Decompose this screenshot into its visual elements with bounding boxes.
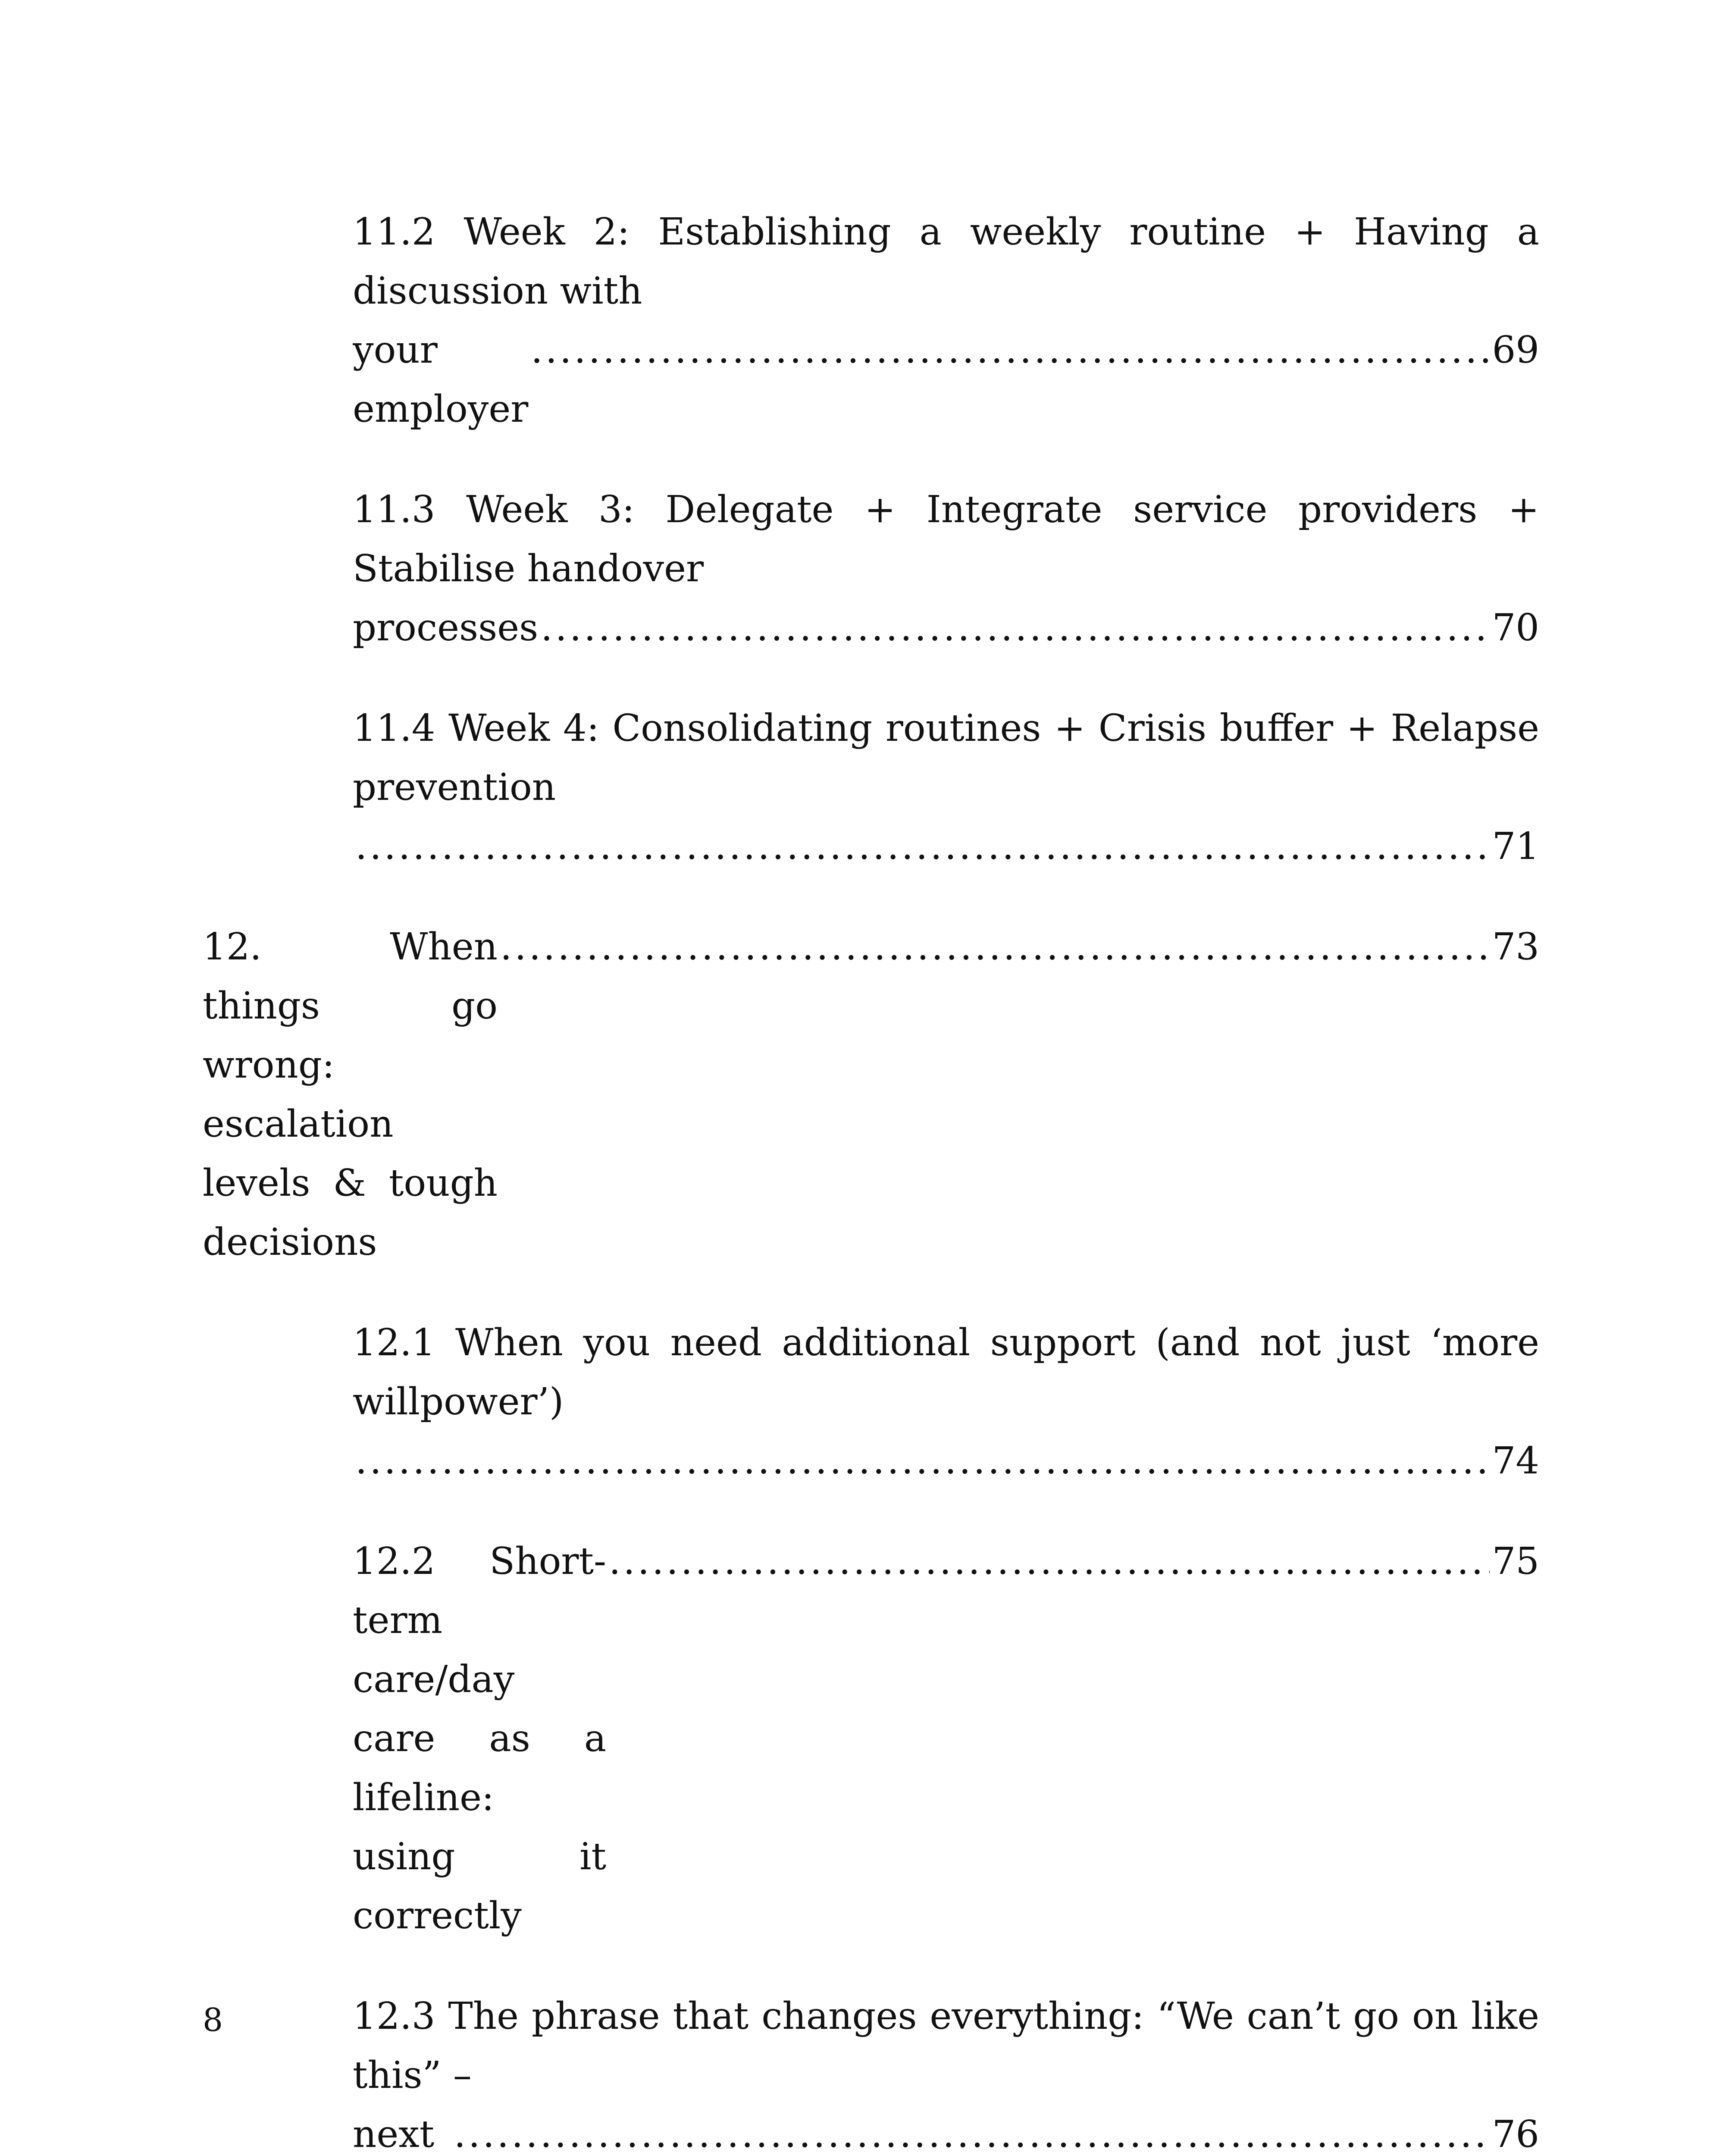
dot-leader [531, 321, 1489, 380]
toc-page-number: 73 [1492, 925, 1539, 968]
toc-entry-title: 12.2 Short-term care/day care as a lifeline: using it correctly [353, 1540, 607, 1937]
toc-page-number: 71 [1492, 825, 1539, 868]
dot-leader [454, 2105, 1490, 2156]
dot-leader [541, 599, 1489, 658]
dot-leader [500, 918, 1490, 977]
dot-leader [355, 1432, 1490, 1491]
toc-entry-title: 11.2 Week 2: Establishing a weekly routine + Having a discussion with [353, 210, 1539, 313]
toc-entry-title: 11.3 Week 3: Delegate + Integrate service providers + Stabilise handover [353, 488, 1539, 590]
toc-page-number: 69 [1492, 329, 1539, 372]
toc-page-number: 75 [1492, 1540, 1539, 1583]
toc-entry-11-2[interactable] [353, 203, 1539, 439]
toc-page-number: 74 [1492, 1439, 1539, 1482]
toc-entry-11-3[interactable] [353, 480, 1539, 658]
toc-entry-title-cont: processes [353, 606, 539, 649]
toc-entry-12[interactable] [203, 918, 1539, 1272]
toc-entry-12-1[interactable] [353, 1313, 1539, 1491]
toc-entry-title: 12. When things go wrong: escalation levels & tough decisions [203, 925, 498, 1264]
table-of-contents [0, 203, 1732, 2156]
page-number: 8 [203, 2002, 223, 2039]
toc-entry-11-4[interactable] [353, 699, 1539, 876]
toc-entry-title: 12.3 The phrase that changes everything: “We can’t go on like this” – [353, 1995, 1539, 2097]
toc-entry-title: 12.1 When you need additional support (and not just ‘more willpower’) [353, 1321, 1539, 1423]
toc-entry-title-cont: your employer [353, 329, 529, 431]
toc-entry-title-cont: next [353, 2113, 435, 2156]
toc-entry-title: 11.4 Week 4: Consolidating routines + Crisis buffer + Relapse prevention [353, 707, 1539, 809]
toc-page-number: 76 [1492, 2113, 1539, 2156]
toc-entry-12-3[interactable] [353, 1987, 1539, 2156]
toc-page-number: 70 [1492, 606, 1539, 649]
dot-leader [609, 1532, 1489, 1591]
dot-leader [355, 817, 1490, 876]
toc-entry-12-2[interactable] [353, 1532, 1539, 1946]
